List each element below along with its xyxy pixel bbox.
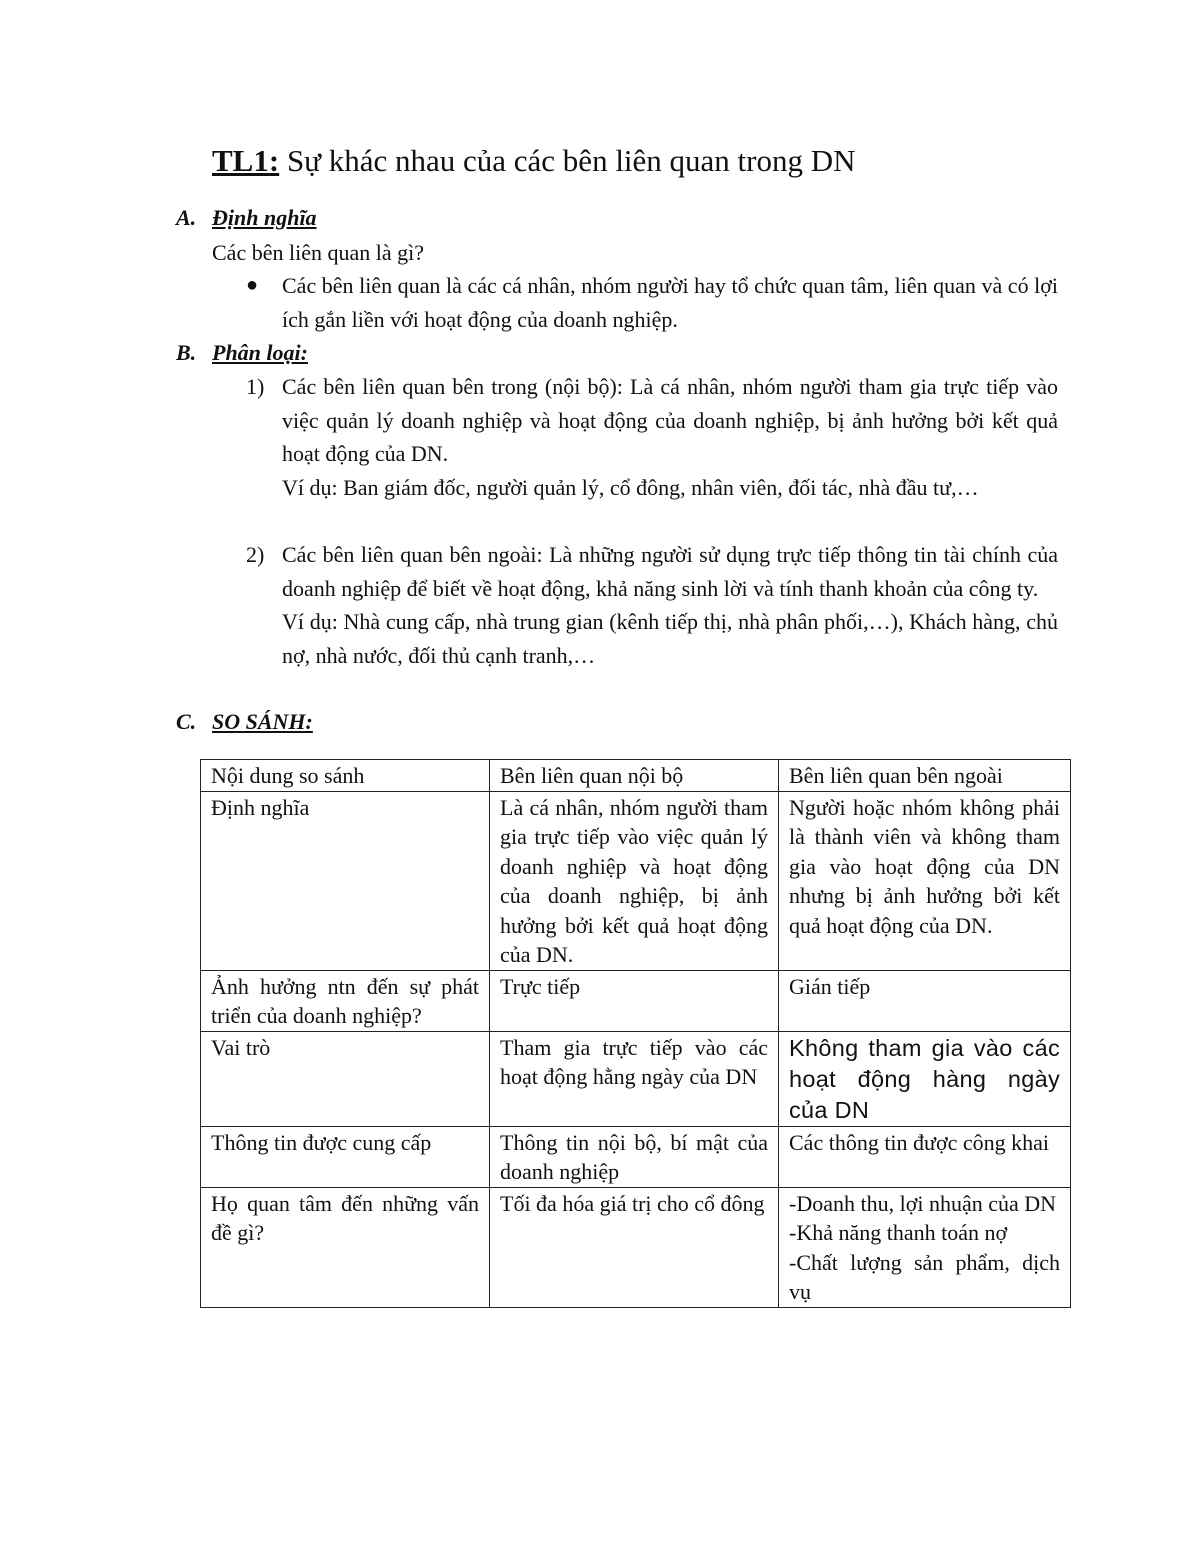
table-row	[201, 970, 1071, 1031]
table-cell: Không tham gia vào các hoạt động hàng ngày của DN	[779, 1031, 1071, 1126]
title-text: Sự khác nhau của các bên liên quan trong DN	[279, 143, 856, 178]
table-cell: Trực tiếp	[490, 970, 779, 1031]
concern-line: -Khả năng thanh toán nợ	[789, 1220, 1008, 1245]
table-header-row	[201, 760, 1071, 792]
item-marker: 2)	[246, 542, 265, 567]
section-a-letter: A.	[176, 205, 197, 230]
table-cell: Định nghĩa	[201, 791, 490, 970]
section-c-title: SO SÁNH:	[212, 709, 313, 734]
section-c-letter: C.	[176, 709, 197, 734]
table-cell: Tham gia trực tiếp vào các hoạt động hằng ngày của DN	[490, 1031, 779, 1126]
table-header-cell: Bên liên quan bên ngoài	[779, 760, 1071, 792]
section-a-question: Các bên liên quan là gì?	[212, 240, 424, 265]
item-example: Ví dụ: Ban giám đốc, người quản lý, cổ đông, nhân viên, đối tác, nhà đầu tư,…	[282, 474, 979, 500]
table-cell	[779, 1187, 1071, 1307]
table-row	[201, 1126, 1071, 1187]
item-text: Các bên liên quan bên ngoài: Là những người sử dụng trực tiếp thông tin tài chính của doanh nghiệp để biết về hoạt động, khả năng sinh lời và tính thanh khoản của công ty.	[282, 542, 1058, 601]
table-row	[201, 1187, 1071, 1307]
section-b-item-2	[246, 538, 1058, 672]
section-a-heading	[176, 203, 317, 233]
bullet-dot-icon: ●	[246, 274, 259, 296]
table-cell: Gián tiếp	[779, 970, 1071, 1031]
section-c-heading	[176, 707, 313, 737]
table-header-cell: Nội dung so sánh	[201, 760, 490, 792]
page-title	[212, 140, 856, 182]
section-a-bullet-text: Các bên liên quan là các cá nhân, nhóm người hay tổ chức quan tâm, liên quan và có lợi ích gắn liền với hoạt động của doanh nghiệp.	[282, 273, 1058, 332]
comparison-table	[200, 759, 1071, 1308]
table-cell: Thông tin được cung cấp	[201, 1126, 490, 1187]
concern-line: -Doanh thu, lợi nhuận của DN	[789, 1190, 1057, 1216]
table-cell: Vai trò	[201, 1031, 490, 1126]
table-cell: Là cá nhân, nhóm người tham gia trực tiếp vào việc quản lý doanh nghiệp và hoạt động của doanh nghiệp, bị ảnh hưởng bởi kết quả hoạt động của DN.	[490, 791, 779, 970]
section-b-heading	[176, 338, 308, 368]
table-row	[201, 1031, 1071, 1126]
table-cell: Thông tin nội bộ, bí mật của doanh nghiệp	[490, 1126, 779, 1187]
table-cell: Ảnh hưởng ntn đến sự phát triển của doanh nghiệp?	[201, 970, 490, 1031]
item-text: Các bên liên quan bên trong (nội bộ): Là cá nhân, nhóm người tham gia trực tiếp vào việc quản lý doanh nghiệp và hoạt động của doanh nghiệp, bị ảnh hưởng bởi kết quả hoạt động của DN.	[282, 374, 1058, 466]
section-b-title: Phân loại:	[212, 340, 308, 365]
item-example: Ví dụ: Nhà cung cấp, nhà trung gian (kênh tiếp thị, nhà phân phối,…), Khách hàng, chủ nợ, nhà nước, đối thủ cạnh tranh,…	[282, 609, 1058, 668]
section-a-title: Định nghĩa	[212, 205, 317, 230]
section-a-bullet	[246, 269, 1058, 336]
table-cell: Họ quan tâm đến những vấn đề gì?	[201, 1187, 490, 1307]
table-cell: Các thông tin được công khai	[779, 1126, 1071, 1187]
section-b-item-1	[246, 370, 1058, 504]
table-cell: Tối đa hóa giá trị cho cổ đông	[490, 1187, 779, 1307]
table-header-cell: Bên liên quan nội bộ	[490, 760, 779, 792]
table-row	[201, 791, 1071, 970]
concern-line: -Chất lượng sản phẩm, dịch vụ	[789, 1249, 1060, 1304]
table-cell: Người hoặc nhóm không phải là thành viên và không tham gia vào hoạt động của DN nhưng bị ảnh hưởng bởi kết quả hoạt động của DN.	[779, 791, 1071, 970]
title-prefix: TL1:	[212, 143, 280, 178]
section-b-letter: B.	[176, 340, 197, 365]
item-marker: 1)	[246, 374, 265, 399]
